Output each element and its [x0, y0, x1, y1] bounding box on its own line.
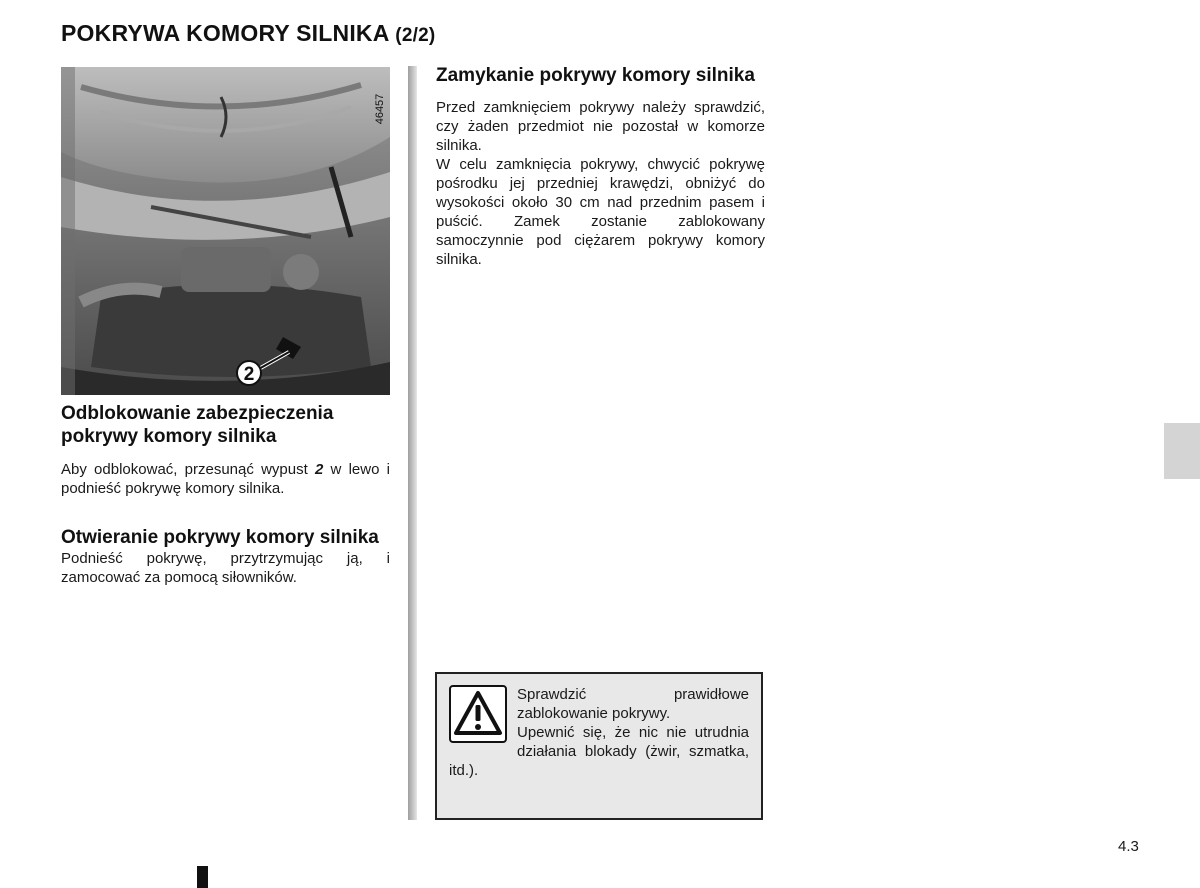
chapter-tab: [1164, 423, 1200, 479]
unlock-paragraph: [61, 460, 390, 498]
unlock-text-ref: 2: [314, 461, 324, 478]
unlock-text-end: w lewo i podnieść pokrywę komory silnika.: [61, 461, 390, 497]
warning-text-2: Upewnić się, że nic nie utrudnia działania blokady (żwir, szmatka, itd.).: [449, 724, 749, 779]
open-paragraph: Podnieść pokrywę, przytrzymując ją, i zamocować za pomocą siłowników.: [61, 550, 390, 586]
warning-triangle-icon: [449, 685, 507, 743]
close-paragraph-2: W celu zamknięcia pokrywy, chwycić pokrywę pośrodku jej przedniej krawędzi, obniżyć do wysokości około 30 cm nad przednim pasem i puścić. Zamek zostanie zablokowany samoczynnie pod ciężarem pokrywy komory silnika.: [436, 156, 765, 268]
close-heading: Zamykanie pokrywy komory silnika: [436, 65, 755, 86]
column-divider: [408, 66, 417, 820]
close-paragraph-1: Przed zamknięciem pokrywy należy sprawdzić, czy żaden przedmiot nie pozostał w komorze silnika.: [436, 99, 765, 154]
unlock-text-start: Aby odblokować, przesunąć wypust: [61, 461, 315, 478]
right-column: [436, 64, 765, 269]
figure-code: 46457: [374, 93, 386, 125]
footer-mark: [197, 866, 208, 888]
unlock-heading: Odblokowanie zabezpieczenia pokrywy komory silnika: [61, 403, 334, 447]
left-column: [61, 402, 390, 587]
open-heading: Otwieranie pokrywy komory silnika: [61, 527, 379, 548]
warning-text-1: Sprawdzić prawidłowe zablokowanie pokrywy.: [517, 686, 749, 722]
page-number: 4.3: [1118, 838, 1139, 855]
page-title: [61, 20, 435, 47]
callout-label: 2: [243, 364, 255, 385]
page-title-text: POKRYWA KOMORY SILNIKA: [61, 20, 389, 46]
warning-box: [435, 672, 763, 820]
engine-bay-photo: [61, 67, 390, 395]
page-title-part: (2/2): [395, 25, 436, 46]
